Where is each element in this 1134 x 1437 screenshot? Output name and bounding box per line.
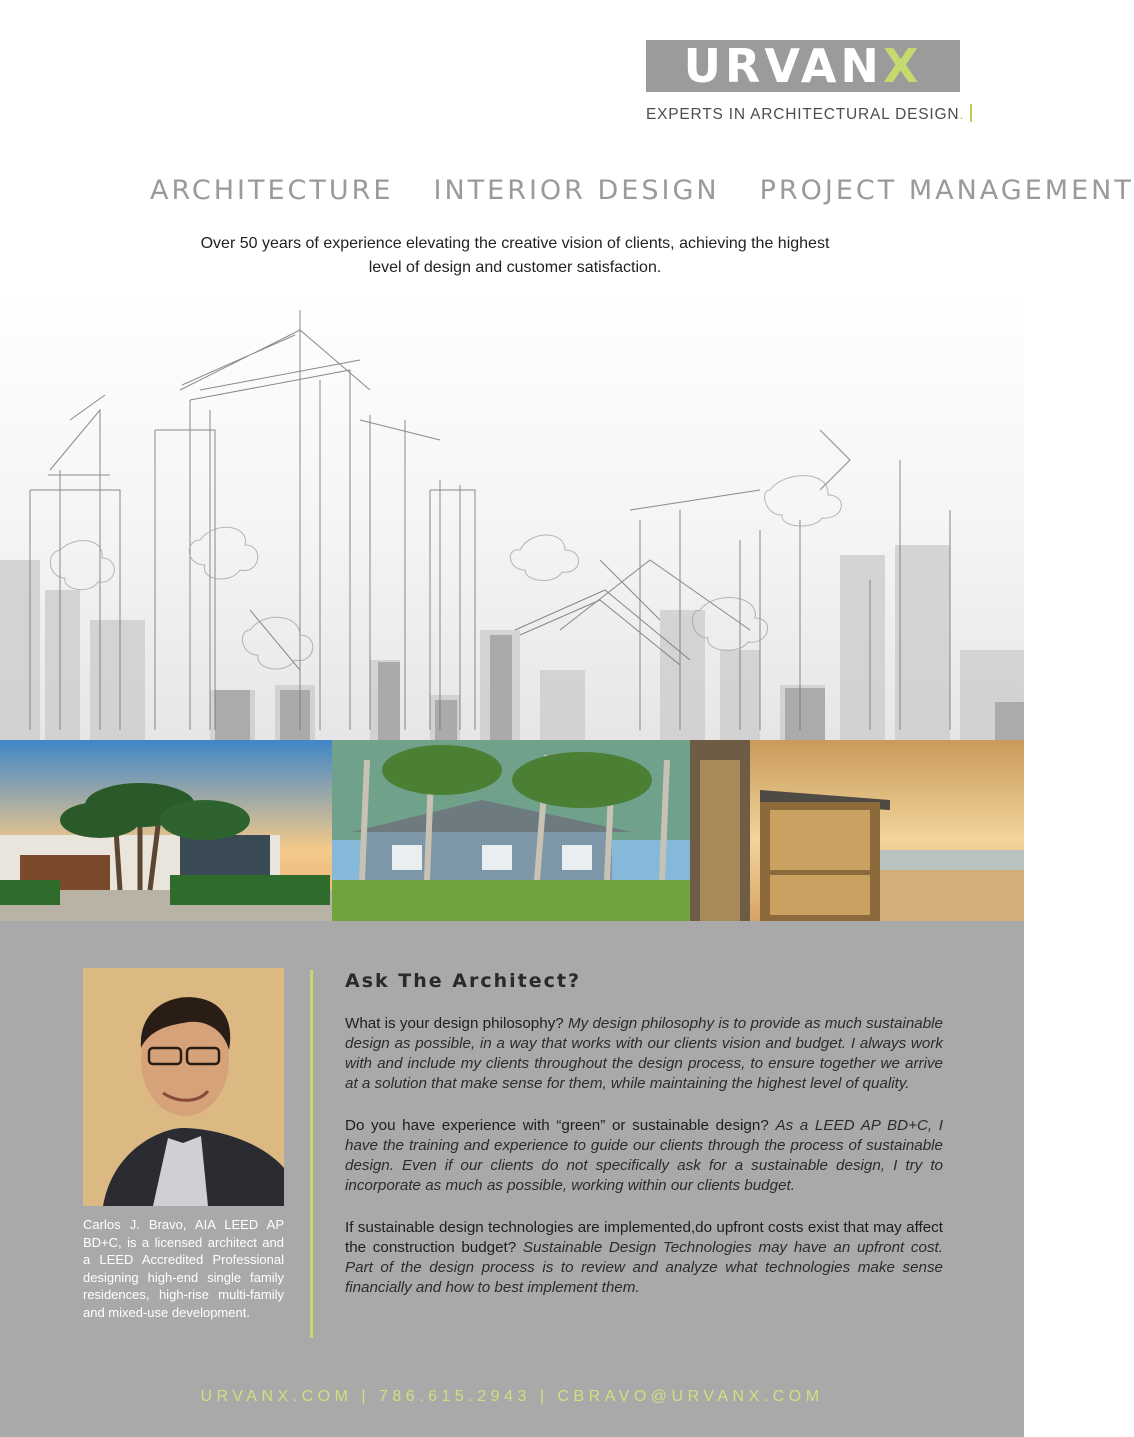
tagline-pipe [970,104,972,122]
qa-question: What is your design philosophy? [345,1015,564,1032]
tagline-dot: . [959,106,965,123]
logo-wordmark [646,40,960,92]
service-interior-design: INTERIOR DESIGN [433,174,720,206]
intro-text: Over 50 years of experience elevating the creative vision of clients, achieving the highest level of design and customer satisfaction. [200,235,830,276]
qa-answer: My design philosophy is to provide as much sustainable design as possible, in a way that works with our clients vision and budget. I always work with and include my clients throughout the design process, to ensure together we arrive at a solution that make sense for them, while maintaining the highest level of quality. [345,1015,943,1092]
qa-heading: Ask The Architect? [345,970,581,992]
logo-tagline [646,104,965,124]
qa-item [345,1218,943,1298]
photo-modern-villa-palms [0,740,332,921]
service-architecture: ARCHITECTURE [150,174,394,206]
architect-bio: Carlos J. Bravo, AIA LEED AP BD+C, is a licensed architect and a LEED Accredited Professional designing high-end single family residences, high-rise multi-family and mixed-use development. [83,1217,284,1320]
qa-answer: Sustainable Design Technologies may have an upfront cost. Part of the design process is to review and analyze what technologies make sense financially and how to best implement them. [345,1239,943,1296]
tagline-text: EXPERTS IN ARCHITECTURAL DESIGN [646,106,960,123]
logo-wordmark-main: URVAN [683,39,883,93]
architect-portrait [83,968,284,1206]
photo-blue-cottage-trees [332,740,690,921]
qa-answer: As a LEED AP BD+C, I have the training and experience to guide our clients through the process of sustainable design. Even if our clients do not specifically ask for a sustainable design, I try to incorporate as much as possible, working within our clients budget. [345,1117,943,1194]
logo-wordmark-accent: X [882,39,923,93]
qa-item [345,1116,943,1196]
project-photo-strip [0,740,1024,921]
services-bar [150,170,1134,210]
contact-footer: URVANX.COM | 786.615.2943 | CBRAVO@URVANX.COM [200,1388,824,1405]
vertical-divider [310,970,313,1338]
qa-item [345,1014,943,1094]
service-project-management: PROJECT MANAGEMENT [759,174,1134,206]
qa-question: Do you have experience with “green” or sustainable design? [345,1117,769,1134]
photo-beach-glass-building [690,740,1024,921]
ask-the-architect [345,970,943,1320]
qa-question: If sustainable design technologies are implemented,do upfront costs exist that may affect the construction budget? [345,1219,943,1256]
skyline-sketch-illustration [0,290,1024,740]
urvanx-logo [646,39,965,124]
